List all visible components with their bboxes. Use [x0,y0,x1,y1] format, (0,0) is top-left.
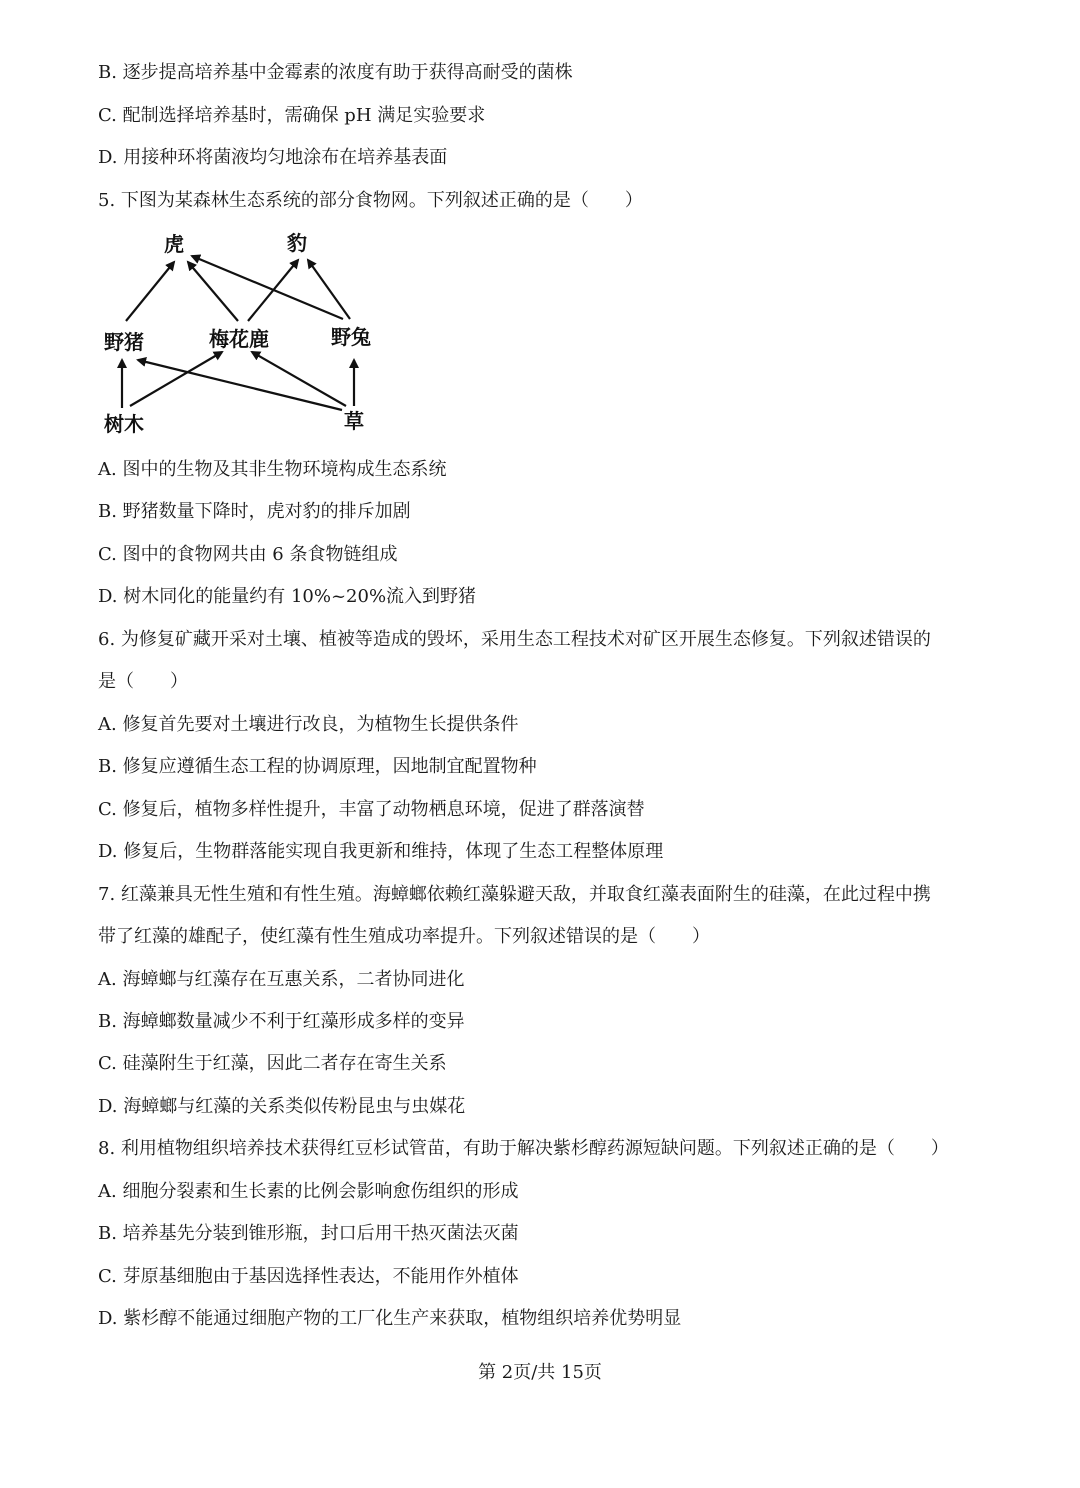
q5-option-c: C. 图中的食物网共由 6 条食物链组成 [98,544,398,565]
q7-stem-line2: 带了红藻的雄配子，使红藻有性生殖成功率提升。下列叙述错误的是（ ） [98,926,710,947]
label-deer: 梅花鹿 [209,327,269,351]
q4-option-b: B. 逐步提高培养基中金霉素的浓度有助于获得高耐受的菌株 [98,62,573,83]
label-grass: 草 [344,409,364,433]
q6-stem-line2: 是（ ） [98,671,188,692]
label-hare: 野兔 [331,325,371,349]
q8-option-c: C. 芽原基细胞由于基因选择性表达，不能用作外植体 [98,1266,519,1287]
food-web-diagram [98,226,398,442]
q7-option-c: C. 硅藻附生于红藻，因此二者存在寄生关系 [98,1053,447,1074]
q7-option-d: D. 海蟑螂与红藻的关系类似传粉昆虫与虫媒花 [98,1096,466,1117]
q4-option-c: C. 配制选择培养基时，需确保 pH 满足实验要求 [98,105,486,126]
q8-stem: 8. 利用植物组织培养技术获得红豆杉试管苗，有助于解决紫杉醇药源短缺问题。下列叙述正确的是（ ） [98,1138,949,1159]
arrow-grass-deer [252,352,346,406]
q6-option-a: A. 修复首先要对土壤进行改良，为植物生长提供条件 [98,714,519,735]
label-tiger: 虎 [164,232,184,256]
arrow-boar-tiger [126,262,174,321]
arrow-hare-tiger [192,256,343,319]
q8-option-b: B. 培养基先分装到锥形瓶，封口后用干热灭菌法灭菌 [98,1223,519,1244]
q8-option-a: A. 细胞分裂素和生长素的比例会影响愈伤组织的形成 [98,1181,519,1202]
q6-stem-line1: 6. 为修复矿藏开采对土壤、植被等造成的毁坏，采用生态工程技术对矿区开展生态修复。下列叙述错误的 [98,629,931,650]
q6-option-b: B. 修复应遵循生态工程的协调原理，因地制宜配置物种 [98,756,537,777]
q5-stem: 5. 下图为某森林生态系统的部分食物网。下列叙述正确的是（ ） [98,190,643,211]
label-boar: 野猪 [104,330,144,354]
label-tree: 树木 [104,412,144,436]
q6-option-d: D. 修复后，生物群落能实现自我更新和维持，体现了生态工程整体原理 [98,841,664,862]
q8-option-d: D. 紫杉醇不能通过细胞产物的工厂化生产来获取，植物组织培养优势明显 [98,1308,682,1329]
q4-option-d: D. 用接种环将菌液均匀地涂布在培养基表面 [98,147,448,168]
q5-option-d: D. 树木同化的能量约有 10%~20%流入到野猪 [98,586,477,607]
page-footer: 第 2页/共 15页 [478,1362,602,1383]
q6-option-c: C. 修复后，植物多样性提升，丰富了动物栖息环境，促进了群落演替 [98,799,645,820]
q7-stem-line1: 7. 红藻兼具无性生殖和有性生殖。海蟑螂依赖红藻躲避天敌，并取食红藻表面附生的硅藻，在此过程中携 [98,884,931,905]
arrow-hare-leopard [308,260,350,319]
q5-option-a: A. 图中的生物及其非生物环境构成生态系统 [98,459,447,480]
label-leopard: 豹 [287,231,307,255]
arrow-deer-tiger [188,262,238,321]
q5-option-b: B. 野猪数量下降时，虎对豹的排斥加剧 [98,501,411,522]
q7-option-a: A. 海蟑螂与红藻存在互惠关系，二者协同进化 [98,969,465,990]
q7-option-b: B. 海蟑螂数量减少不利于红藻形成多样的变异 [98,1011,465,1032]
arrow-tree-deer [130,352,222,406]
